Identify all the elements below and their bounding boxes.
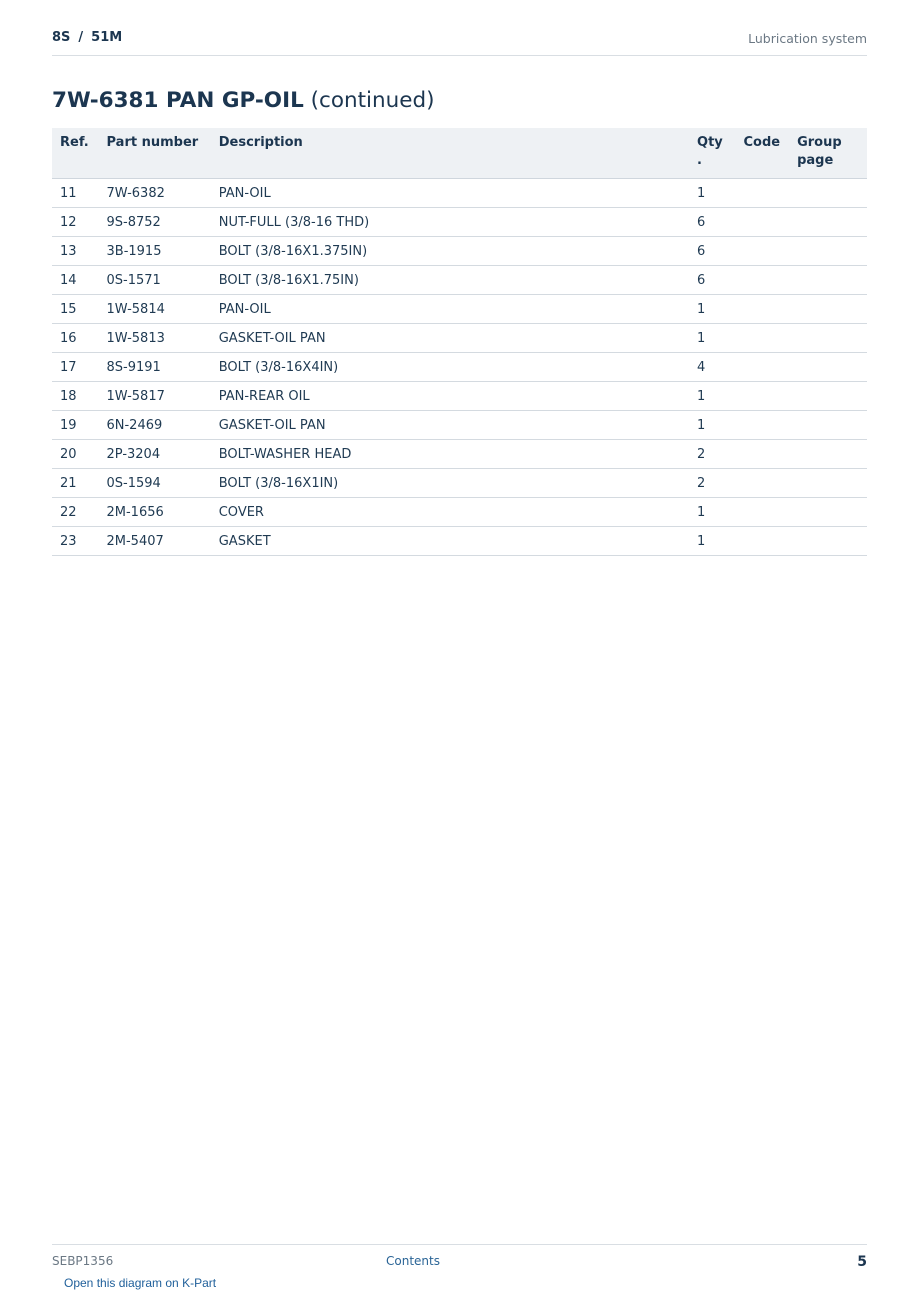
table-row — [52, 411, 867, 440]
table-row — [52, 469, 867, 498]
row-part-number: 6N-2469 — [99, 411, 211, 440]
row-ref: 19 — [52, 411, 99, 440]
row-qty: 1 — [689, 527, 736, 556]
row-description: GASKET-OIL PAN — [211, 411, 689, 440]
col-ref: Ref. — [52, 128, 99, 179]
row-code — [736, 237, 790, 266]
row-group-page — [789, 295, 867, 324]
document-id: SEBP1356 — [52, 1254, 114, 1268]
row-description: NUT-FULL (3/8-16 THD) — [211, 208, 689, 237]
row-qty: 1 — [689, 382, 736, 411]
row-description: GASKET-OIL PAN — [211, 324, 689, 353]
row-part-number: 3B-1915 — [99, 237, 211, 266]
parts-table-header — [52, 128, 867, 179]
row-group-page — [789, 440, 867, 469]
row-ref: 22 — [52, 498, 99, 527]
row-code — [736, 324, 790, 353]
row-description: BOLT (3/8-16X4IN) — [211, 353, 689, 382]
row-part-number: 1W-5813 — [99, 324, 211, 353]
page-title — [52, 88, 435, 113]
row-group-page — [789, 208, 867, 237]
table-row — [52, 440, 867, 469]
row-qty: 1 — [689, 498, 736, 527]
row-code — [736, 498, 790, 527]
row-code — [736, 527, 790, 556]
parts-table-body — [52, 179, 867, 556]
col-part-number: Part number — [99, 128, 211, 179]
row-group-page — [789, 527, 867, 556]
page-footer — [52, 1244, 867, 1269]
table-row — [52, 527, 867, 556]
row-group-page — [789, 498, 867, 527]
row-ref: 21 — [52, 469, 99, 498]
header-row — [52, 128, 867, 179]
row-qty: 4 — [689, 353, 736, 382]
row-group-page — [789, 266, 867, 295]
row-qty: 1 — [689, 179, 736, 208]
table-row — [52, 237, 867, 266]
breadcrumb-separator: / — [78, 30, 84, 45]
row-part-number: 1W-5814 — [99, 295, 211, 324]
part-group-title: 7W-6381 PAN GP-OIL — [52, 88, 304, 113]
row-description: PAN-REAR OIL — [211, 382, 689, 411]
row-group-page — [789, 353, 867, 382]
row-description: BOLT (3/8-16X1.75IN) — [211, 266, 689, 295]
row-code — [736, 266, 790, 295]
table-row — [52, 266, 867, 295]
row-part-number: 0S-1571 — [99, 266, 211, 295]
row-code — [736, 295, 790, 324]
open-kpart-link[interactable]: Open this diagram on K-Part — [64, 1276, 217, 1290]
row-part-number: 1W-5817 — [99, 382, 211, 411]
row-ref: 12 — [52, 208, 99, 237]
row-description: PAN-OIL — [211, 295, 689, 324]
row-code — [736, 382, 790, 411]
row-code — [736, 208, 790, 237]
row-part-number: 2P-3204 — [99, 440, 211, 469]
col-group-page: Group page — [789, 128, 867, 179]
row-qty: 1 — [689, 295, 736, 324]
row-qty: 6 — [689, 208, 736, 237]
page-number: 5 — [857, 1254, 867, 1270]
row-part-number: 7W-6382 — [99, 179, 211, 208]
row-ref: 14 — [52, 266, 99, 295]
breadcrumb — [52, 30, 122, 45]
table-row — [52, 382, 867, 411]
row-part-number: 2M-5407 — [99, 527, 211, 556]
parts-table — [52, 128, 867, 556]
continued-label: (continued) — [310, 88, 435, 113]
row-description: GASKET — [211, 527, 689, 556]
serial-label: 51M — [91, 30, 123, 45]
table-row — [52, 324, 867, 353]
model-label: 8S — [52, 30, 71, 45]
col-code: Code — [736, 128, 790, 179]
row-group-page — [789, 469, 867, 498]
row-group-page — [789, 179, 867, 208]
row-qty: 6 — [689, 266, 736, 295]
table-row — [52, 353, 867, 382]
page-header — [52, 28, 867, 56]
col-qty: Qty . — [689, 128, 736, 179]
contents-link[interactable]: Contents — [386, 1254, 440, 1268]
row-qty: 2 — [689, 469, 736, 498]
row-description: BOLT-WASHER HEAD — [211, 440, 689, 469]
row-ref: 15 — [52, 295, 99, 324]
row-ref: 23 — [52, 527, 99, 556]
row-description: BOLT (3/8-16X1.375IN) — [211, 237, 689, 266]
row-ref: 13 — [52, 237, 99, 266]
table-row — [52, 208, 867, 237]
row-group-page — [789, 411, 867, 440]
table-row — [52, 295, 867, 324]
row-part-number: 8S-9191 — [99, 353, 211, 382]
table-row — [52, 498, 867, 527]
row-ref: 20 — [52, 440, 99, 469]
row-group-page — [789, 382, 867, 411]
table-row — [52, 179, 867, 208]
row-part-number: 9S-8752 — [99, 208, 211, 237]
row-group-page — [789, 324, 867, 353]
row-ref: 11 — [52, 179, 99, 208]
row-description: BOLT (3/8-16X1IN) — [211, 469, 689, 498]
row-qty: 1 — [689, 411, 736, 440]
row-group-page — [789, 237, 867, 266]
row-code — [736, 411, 790, 440]
row-description: COVER — [211, 498, 689, 527]
row-code — [736, 353, 790, 382]
row-part-number: 2M-1656 — [99, 498, 211, 527]
row-qty: 2 — [689, 440, 736, 469]
col-description: Description — [211, 128, 689, 179]
row-ref: 17 — [52, 353, 99, 382]
row-qty: 6 — [689, 237, 736, 266]
row-ref: 16 — [52, 324, 99, 353]
row-qty: 1 — [689, 324, 736, 353]
row-ref: 18 — [52, 382, 99, 411]
section-title: Lubrication system — [748, 31, 867, 46]
row-code — [736, 179, 790, 208]
row-part-number: 0S-1594 — [99, 469, 211, 498]
row-code — [736, 469, 790, 498]
row-code — [736, 440, 790, 469]
row-description: PAN-OIL — [211, 179, 689, 208]
